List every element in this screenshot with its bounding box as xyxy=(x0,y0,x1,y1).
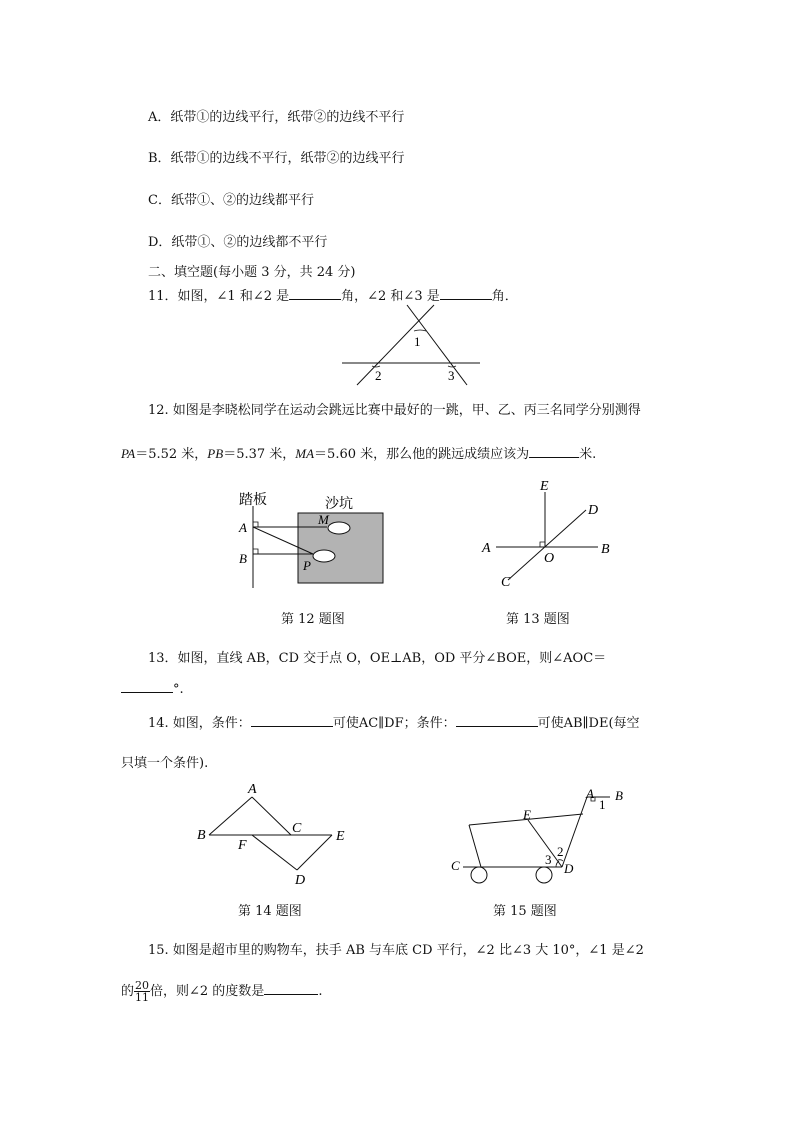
fig14-label-b: B xyxy=(197,828,206,843)
fig12-label-b: B xyxy=(239,551,247,566)
fig13-label-a: A xyxy=(482,541,491,556)
fig15-label-b: B xyxy=(615,788,623,803)
fig12-pit-label: 沙坑 xyxy=(325,497,353,512)
fig13-label-e: E xyxy=(540,479,549,494)
fig14-label-e: E xyxy=(336,829,345,844)
question-14-line-1 xyxy=(148,714,640,732)
q12-pb-val: ＝5.37 米， xyxy=(223,447,296,462)
q12-ma-val: ＝5.60 米，那么他的跳远成绩应该为 xyxy=(314,447,530,462)
question-15-line-1: 15. 如图是超市里的购物车，扶手 AB 与车底 CD 平行，∠2 比∠3 大 10°，∠1 是∠2 xyxy=(148,943,644,958)
fig14-label-d: D xyxy=(295,873,306,888)
fig13-label-c: C xyxy=(501,575,511,590)
option-c: C．纸带①、②的边线都平行 xyxy=(148,193,314,208)
q15-end: . xyxy=(318,984,323,999)
fig15-caption: 第 15 题图 xyxy=(493,904,557,919)
q11-text-2: 角，∠2 和∠3 是 xyxy=(341,289,440,304)
fig12-label-a: A xyxy=(239,520,247,535)
q15-blank[interactable] xyxy=(264,982,318,995)
figure-13 xyxy=(478,476,628,594)
figure-11 xyxy=(330,300,490,390)
q11-text-1: 11．如图，∠1 和∠2 是 xyxy=(148,289,290,304)
question-12-line-1: 12. 如图是李晓松同学在运动会跳远比赛中最好的一跳，甲、乙、丙三名同学分别测得 xyxy=(148,403,641,418)
question-15-line-2 xyxy=(121,978,322,1006)
fig14-caption: 第 14 题图 xyxy=(238,904,302,919)
q14-text-2: 可使AC∥DF；条件： xyxy=(332,716,456,731)
q11-text-3: 角． xyxy=(491,289,518,304)
fig15-label-e: E xyxy=(523,807,531,822)
q13-blank[interactable] xyxy=(121,680,173,693)
question-12-line-2 xyxy=(121,445,596,463)
q11-blank-1[interactable] xyxy=(289,287,341,300)
fig15-label-d: D xyxy=(564,861,574,876)
option-a: A．纸带①的边线平行，纸带②的边线不平行 xyxy=(148,110,405,125)
question-13-line-1: 13．如图，直线 AB，CD 交于点 O，OE⊥AB，OD 平分∠BOE，则∠AOC＝ xyxy=(148,651,607,666)
q14-blank-1[interactable] xyxy=(251,714,333,727)
fig14-label-f: F xyxy=(238,838,247,853)
q15-post: 倍，则∠2 的度数是 xyxy=(150,984,265,999)
option-b: B．纸带①的边线不平行，纸带②的边线平行 xyxy=(148,151,405,166)
question-14-line-2: 只填一个条件). xyxy=(121,756,209,771)
fig12-caption: 第 12 题图 xyxy=(281,612,345,627)
fig14-label-c: C xyxy=(292,821,302,836)
fig15-label-2: 2 xyxy=(557,844,564,859)
q14-blank-2[interactable] xyxy=(456,714,538,727)
figure-15 xyxy=(440,781,640,893)
fig11-label-3: 3 xyxy=(448,368,455,383)
footprint-m xyxy=(328,522,350,534)
cart-wheel-right xyxy=(536,867,552,883)
q14-text-1: 14. 如图，条件： xyxy=(148,716,251,731)
q12-ma-var: MA xyxy=(295,446,315,461)
q12-blank[interactable] xyxy=(529,445,579,458)
fig12-board-label: 踏板 xyxy=(239,493,267,508)
option-d: D．纸带①、②的边线都不平行 xyxy=(148,235,328,250)
fig14-label-a: A xyxy=(248,782,257,797)
q15-fraction xyxy=(134,980,150,1003)
q11-blank-2[interactable] xyxy=(440,287,492,300)
fig13-label-b: B xyxy=(601,542,610,557)
q14-text-3: 可使AB∥DE(每空 xyxy=(537,716,640,731)
fig15-label-c: C xyxy=(451,858,460,873)
fig12-label-m: M xyxy=(318,512,329,527)
fig15-label-a: A xyxy=(586,786,594,801)
fig13-label-d: D xyxy=(588,503,599,518)
question-13-line-2 xyxy=(121,680,184,698)
fig15-label-3: 3 xyxy=(545,852,552,867)
q13-end: °. xyxy=(173,682,184,697)
q15-pre: 的 xyxy=(121,984,135,999)
fig15-label-1: 1 xyxy=(599,797,606,812)
footprint-p xyxy=(313,550,335,562)
q15-fraction-den: 11 xyxy=(135,991,150,1004)
fig13-caption: 第 13 题图 xyxy=(506,612,570,627)
fig12-label-p: P xyxy=(303,558,311,573)
q12-pa-var: PA xyxy=(121,446,136,461)
q12-pb-var: PB xyxy=(207,446,224,461)
q15-fraction-num: 20 xyxy=(135,979,150,992)
figure-14 xyxy=(194,781,364,891)
section-title: 二、填空题(每小题 3 分，共 24 分) xyxy=(148,265,356,280)
figure-12 xyxy=(230,488,400,598)
fig11-label-2: 2 xyxy=(375,368,382,383)
fig11-label-1: 1 xyxy=(414,334,421,349)
fig13-label-o: O xyxy=(544,551,555,566)
q12-pa-val: ＝5.52 米， xyxy=(135,447,208,462)
q12-end: 米. xyxy=(579,447,597,462)
cart-wheel-left xyxy=(471,867,487,883)
